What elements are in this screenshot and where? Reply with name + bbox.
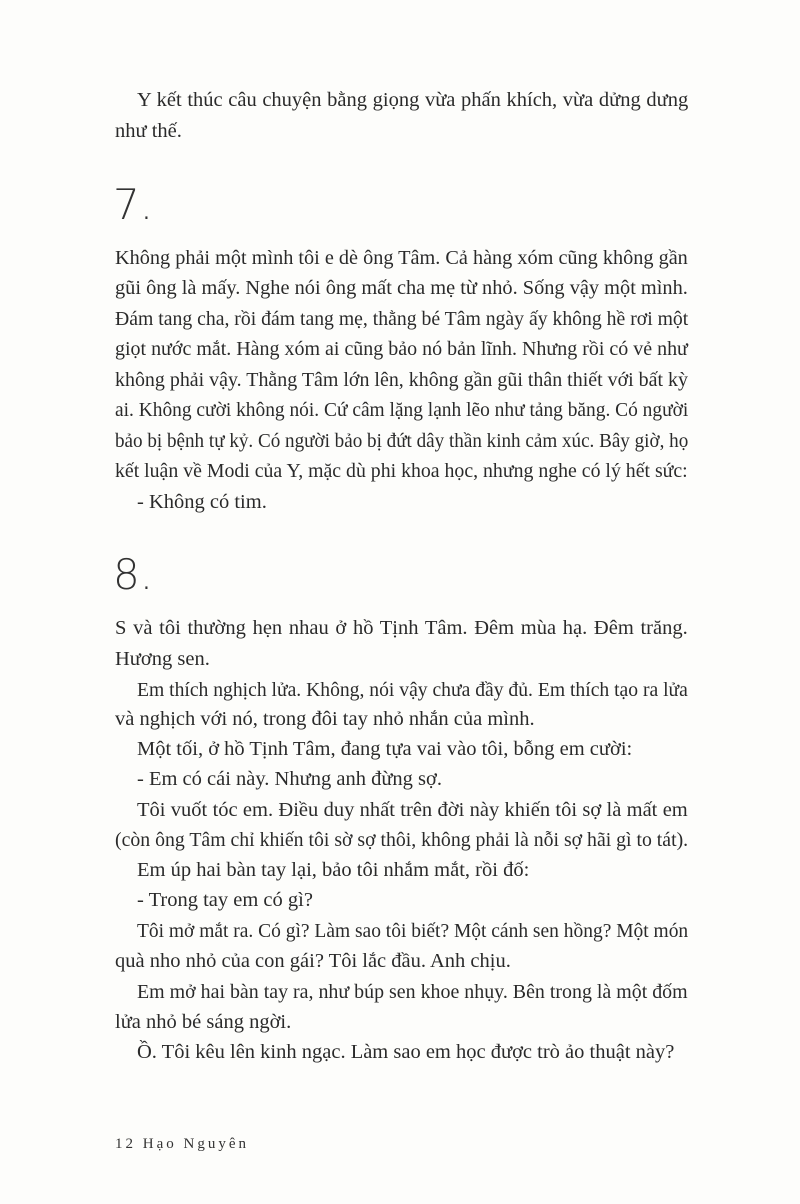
dialogue-line: - Em có cái này. Nhưng anh đừng sợ.: [137, 768, 442, 790]
dialogue-line: - Không có tim.: [137, 491, 267, 513]
text-line: Em úp hai bàn tay lại, bảo tôi nhắm mắt, rồi đố:: [137, 859, 530, 881]
text-line: như thế.: [115, 120, 182, 142]
section-heading: 7.: [113, 180, 154, 229]
text-line: Hương sen.: [115, 648, 210, 670]
text-line: ai. Không cười không nói. Cứ câm lặng lạnh lẽo như tảng băng. Có người: [115, 399, 689, 421]
text-line: Em mở hai bàn tay ra, như búp sen khoe nhụy. Bên trong là một đốm: [137, 981, 688, 1003]
author-name: Hạo Nguyên: [142, 1136, 249, 1152]
page-number: 12: [115, 1136, 136, 1152]
text-line: gũi ông là mấy. Nghe nói ông mất cha mẹ từ nhỏ. Sống vậy một mình.: [115, 277, 688, 299]
text-line: và nghịch với nó, trong đôi tay nhỏ nhắn của mình.: [115, 708, 535, 730]
text-line: Một tối, ở hồ Tịnh Tâm, đang tựa vai vào tôi, bỗng em cười:: [137, 738, 633, 760]
text-line: lửa nhỏ bé sáng ngời.: [115, 1011, 292, 1033]
text-line: quà nho nhỏ của con gái? Tôi lắc đầu. Anh chịu.: [115, 950, 511, 972]
text-line: Y kết thúc câu chuyện bằng giọng vừa phấn khích, vừa dửng dưng: [137, 89, 689, 111]
text-line: kết luận về Modi của Y, mặc dù phi khoa học, nhưng nghe có lý hết sức:: [115, 460, 688, 482]
text-line: giọt nước mắt. Hàng xóm ai cũng bảo nó bản lĩnh. Nhưng rồi có vẻ như: [115, 338, 688, 360]
text-line: Em thích nghịch lửa. Không, nói vậy chưa đầy đủ. Em thích tạo ra lửa: [137, 679, 688, 701]
dialogue-line: - Trong tay em có gì?: [137, 889, 313, 911]
text-line: Tôi mở mắt ra. Có gì? Làm sao tôi biết? Một cánh sen hồng? Một món: [137, 920, 689, 942]
text-line: Ồ. Tôi kêu lên kinh ngạc. Làm sao em học được trò ảo thuật này?: [137, 1041, 675, 1063]
text-line: Đám tang cha, rồi đám tang mẹ, thằng bé Tâm ngày ấy không hề rơi một: [115, 308, 689, 330]
text-line: bảo bị bệnh tự kỷ. Có người bảo bị đứt dây thần kinh cảm xúc. Bây giờ, họ: [115, 430, 689, 452]
section-heading: 8.: [113, 550, 154, 599]
text-line: (còn ông Tâm chỉ khiến tôi sờ sợ thôi, không phải là nỗi sợ hãi gì to tát).: [115, 829, 689, 851]
text-line: S và tôi thường hẹn nhau ở hồ Tịnh Tâm. Đêm mùa hạ. Đêm trăng.: [115, 617, 688, 639]
text-line: Không phải một mình tôi e dè ông Tâm. Cả hàng xóm cũng không gần: [115, 247, 688, 269]
text-line: Tôi vuốt tóc em. Điều duy nhất trên đời này khiến tôi sợ là mất em: [137, 799, 688, 821]
text-line: không phải vậy. Thằng Tâm lớn lên, không gần gũi thân thiết với bất kỳ: [115, 369, 688, 391]
page-footer: [115, 1136, 249, 1153]
